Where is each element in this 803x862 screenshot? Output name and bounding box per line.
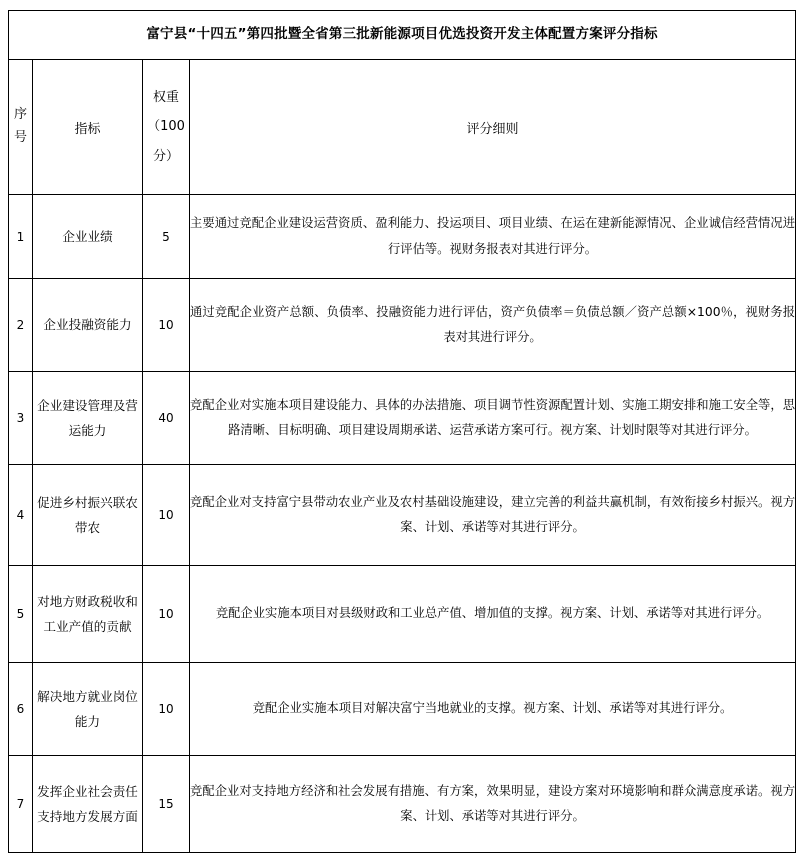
row-sequence: 6 [9,663,33,756]
table-row [9,663,796,756]
table-title-cell [9,11,796,60]
table-title-row [9,11,796,60]
row-weight: 10 [143,465,190,566]
header-sequence [9,60,33,195]
row-indicator: 对地方财政税收和工业产值的贡献 [33,566,143,663]
row-scoring-rule: 竞配企业对支持地方经济和社会发展有措施、有方案，效果明显，建设方案对环境影响和群众满意度承诺。视方案、计划、承诺等对其进行评分。 [190,756,796,853]
table-header-row [9,60,796,195]
header-weight-line2: （100 [147,119,185,135]
row-weight: 10 [143,279,190,372]
row-indicator: 促进乡村振兴联农带农 [33,465,143,566]
row-sequence: 7 [9,756,33,853]
table-row [9,465,796,566]
row-scoring-rule: 通过竞配企业资产总额、负债率、投融资能力进行评估，资产负债率＝负债总额／资产总额×100％，视财务报表对其进行评分。 [190,279,796,372]
header-sequence-line1: 序 [13,107,27,123]
row-indicator: 企业建设管理及营运能力 [33,372,143,465]
row-scoring-rule: 竞配企业对支持富宁县带动农业产业及农村基础设施建设，建立完善的利益共赢机制，有效衔接乡村振兴。视方案、计划、承诺等对其进行评分。 [190,465,796,566]
row-indicator: 发挥企业社会责任支持地方发展方面 [33,756,143,853]
page-title: 富宁县“十四五”第四批暨全省第三批新能源项目优选投资开发主体配置方案评分指标 [146,26,658,43]
row-scoring-rule: 竞配企业对实施本项目建设能力、具体的办法措施、项目调节性资源配置计划、实施工期安排和施工安全等，思路清晰、目标明确、项目建设周期承诺、运营承诺方案可行。视方案、计划时限等对其进行评分。 [190,372,796,465]
row-weight: 5 [143,195,190,279]
table-row [9,756,796,853]
scoring-criteria-table [8,10,796,853]
row-sequence: 2 [9,279,33,372]
row-sequence: 3 [9,372,33,465]
header-weight-line3: 分） [152,148,179,164]
header-scoring-rule: 评分细则 [190,60,796,195]
row-weight: 40 [143,372,190,465]
row-weight: 10 [143,663,190,756]
header-weight-line1: 权重 [152,90,179,106]
row-scoring-rule: 竞配企业实施本项目对解决富宁当地就业的支撑。视方案、计划、承诺等对其进行评分。 [190,663,796,756]
row-sequence: 5 [9,566,33,663]
row-weight: 10 [143,566,190,663]
table-row [9,195,796,279]
row-scoring-rule: 主要通过竞配企业建设运营资质、盈利能力、投运项目、项目业绩、在运在建新能源情况、企业诚信经营情况进行评估等。视财务报表对其进行评分。 [190,195,796,279]
header-sequence-line2: 号 [13,130,27,145]
table-row [9,279,796,372]
row-indicator: 企业业绩 [33,195,143,279]
table-row [9,566,796,663]
row-weight: 15 [143,756,190,853]
header-indicator: 指标 [33,60,143,195]
header-weight [143,60,190,195]
row-indicator: 企业投融资能力 [33,279,143,372]
row-scoring-rule: 竞配企业实施本项目对县级财政和工业总产值、增加值的支撑。视方案、计划、承诺等对其进行评分。 [190,566,796,663]
row-sequence: 4 [9,465,33,566]
row-indicator: 解决地方就业岗位能力 [33,663,143,756]
row-sequence: 1 [9,195,33,279]
table-row [9,372,796,465]
